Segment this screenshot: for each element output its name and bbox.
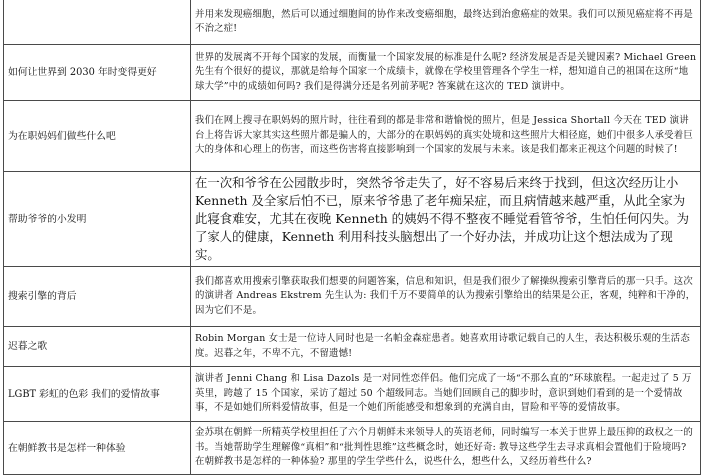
talk-title: 迟暮之歌 xyxy=(4,327,191,367)
table-row xyxy=(4,422,701,475)
table-row xyxy=(4,367,701,422)
talk-description: 金苏琪在朝鲜一所精英学校里担任了六个月朝鲜未来领导人的英语老师，同时编写一本关于世界上最压抑的政权之一的书。当她帮助学生理解像“真相”和“批判性思维”这些概念时，她还好奇: 教导这些学生去寻求真相会置他们于险境吗? 在朝鲜教书是怎样的一种体验? 那里的学生学些什么，说些什么，想些什么，又经历着些什么? xyxy=(191,422,701,475)
talk-title: LGBT 彩虹的色彩 我们的爱情故事 xyxy=(4,367,191,422)
talk-description: 我们都喜欢用搜索引擎获取我们想要的问题答案，信息和知识，但是我们很少了解操纵搜索引擎背后的那一只手。这次的演讲者 Andreas Ekstrem 先生认为: 我们千万不要简单的认为搜索引擎给出的结果是公正，客观，纯粹和干净的，因为它们不是。 xyxy=(191,267,701,327)
table-row xyxy=(4,101,701,172)
talk-description: 演讲者 Jenni Chang 和 Lisa Dazols 是一对同性恋伴侣。他们完成了一场“不那么直的”环球旅程。一起走过了 5 万英里，跨越了 15 个国家，采访了超过 50 个超级同志。当她们回顾自己的脚步时，意识到她们看到的是一个爱情故事，不是如她们所料爱情故事，但是一个她们所能感受和想象到的充满自由，冒险和平等的爱情故事。 xyxy=(191,367,701,422)
talk-title: 如何让世界到 2030 年时变得更好 xyxy=(4,45,191,101)
table-row xyxy=(4,0,701,45)
talk-description: 在一次和爷爷在公园散步时，突然爷爷走失了，好不容易后来终于找到，但这次经历让小 Kenneth 及全家后怕不已，原来爷爷患了老年痴呆症，而且病情越来越严重，从此全家为此寝食难安，尤其在夜晚 Kenneth 的姨妈不得不整夜不睡觉看管爷爷，生怕任何闪失。为了家人的健康，Kenneth 利用科技头脑想出了一个好办法，并成功让这个想法成为了现实。 xyxy=(191,172,701,267)
talk-title: 在朝鲜教书是怎样一种体验 xyxy=(4,422,191,475)
talk-title: 搜索引擎的背后 xyxy=(4,267,191,327)
talk-description: 世界的发展离不开每个国家的发展，而衡量一个国家发展的标准是什么呢? 经济发展是否是关键因素? Michael Green 先生有个很好的提议，那就是给每个国家一个成绩卡，就像在学校里管理各个学生一样，想知道自己的祖国在这所“地球大学”中的成绩如何吗? 我们是得满分还是名列前茅呢? 答案就在这次的 TED 演讲中。 xyxy=(191,45,701,101)
talk-description: Robin Morgan 女士是一位诗人同时也是一名帕金森症患者。她喜欢用诗歌记载自己的人生，表达积极乐观的生活态度。迟暮之年，不卑不亢，不留遗憾! xyxy=(191,327,701,367)
talk-table xyxy=(3,0,701,475)
talk-title: 为在职妈妈们做些什么吧 xyxy=(4,101,191,172)
talk-description: 并用来发现癌细胞，然后可以通过细胞间的协作来改变癌细胞，最终达到治愈癌症的效果。我们可以预见癌症将不再是不治之症! xyxy=(191,0,701,45)
table-row xyxy=(4,45,701,101)
table-row xyxy=(4,267,701,327)
talk-title xyxy=(4,0,191,45)
table-row xyxy=(4,172,701,267)
talk-description: 我们在网上搜寻在职妈妈的照片时，往往看到的都是非常和谐愉悦的照片，但是 Jessica Shortall 今天在 TED 演讲台上将告诉大家其实这些照片都是骗人的，大部分的在职妈妈的真实处境和这些照片大相径庭，她们中很多人承受着巨大的身体和心理上的伤害，而这些伤害将直接影响到一个国家的发展与未来。该是我们都来正视这个问题的时候了! xyxy=(191,101,701,172)
talk-title: 帮助爷爷的小发明 xyxy=(4,172,191,267)
table-row xyxy=(4,327,701,367)
